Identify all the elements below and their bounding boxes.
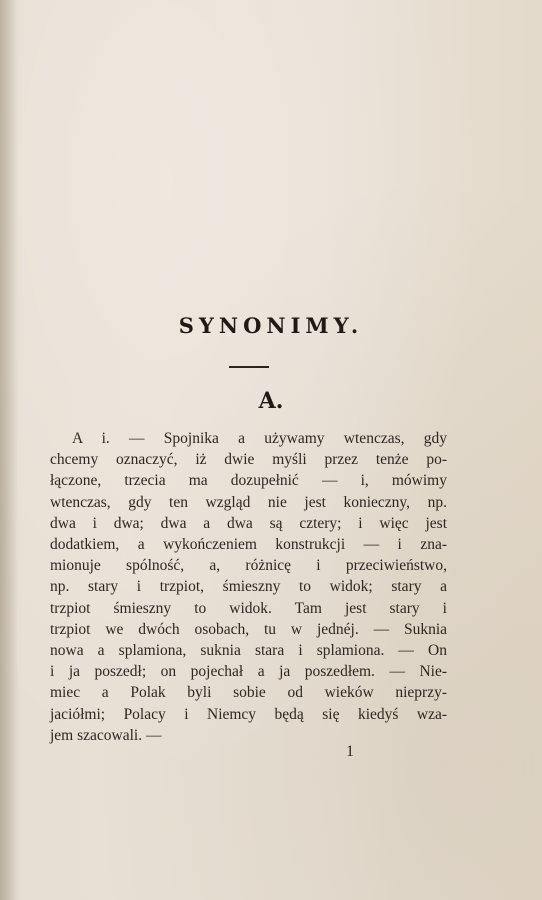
title-divider: [229, 366, 269, 368]
entry-paragraph: [50, 428, 447, 746]
text-line: mionuje spólność, a, różnicę i przeciwieństwo,: [50, 557, 447, 575]
page-number: 1: [346, 743, 354, 760]
text-line: nowa a splamiona, suknia stara i splamiona. — On: [50, 642, 447, 660]
text-line: dwa i dwa; dwa a dwa są cztery; i więc jest: [50, 514, 447, 532]
text-line: trzpiot śmieszny to widok. Tam jest stary i: [50, 599, 447, 617]
text-line: chcemy oznaczyć, iż dwie myśli przez tenże po-: [50, 451, 447, 469]
text-line: jaciółmi; Polacy i Niemcy będą się kiedyś wza-: [50, 705, 447, 723]
text-line: trzpiot we dwóch osobach, tu w jednéj. — Suknia: [50, 620, 447, 638]
text-line: jem szacowali. —: [50, 726, 162, 744]
text-line: łączone, trzecia ma dozupełnić — i, mówimy: [50, 472, 447, 490]
text-line: dodatkiem, a wykończeniem konstrukcji — i zna-: [50, 536, 447, 554]
page-title: SYNONIMY.: [178, 313, 364, 338]
binding-shadow: [0, 0, 18, 900]
section-heading: A.: [258, 388, 284, 414]
text-line: wtenczas, gdy ten wzgląd nie jest konieczny, np.: [50, 493, 447, 511]
text-line: i ja poszedł; on pojechał a ja poszedłem. — Nie-: [50, 663, 447, 681]
text-line: np. stary i trzpiot, śmieszny to widok; stary a: [50, 578, 447, 596]
text-line: miec a Polak byli sobie od wieków nieprzy-: [50, 684, 447, 702]
text-line: A i. — Spojnika a używamy wtenczas, gdy: [72, 430, 447, 447]
